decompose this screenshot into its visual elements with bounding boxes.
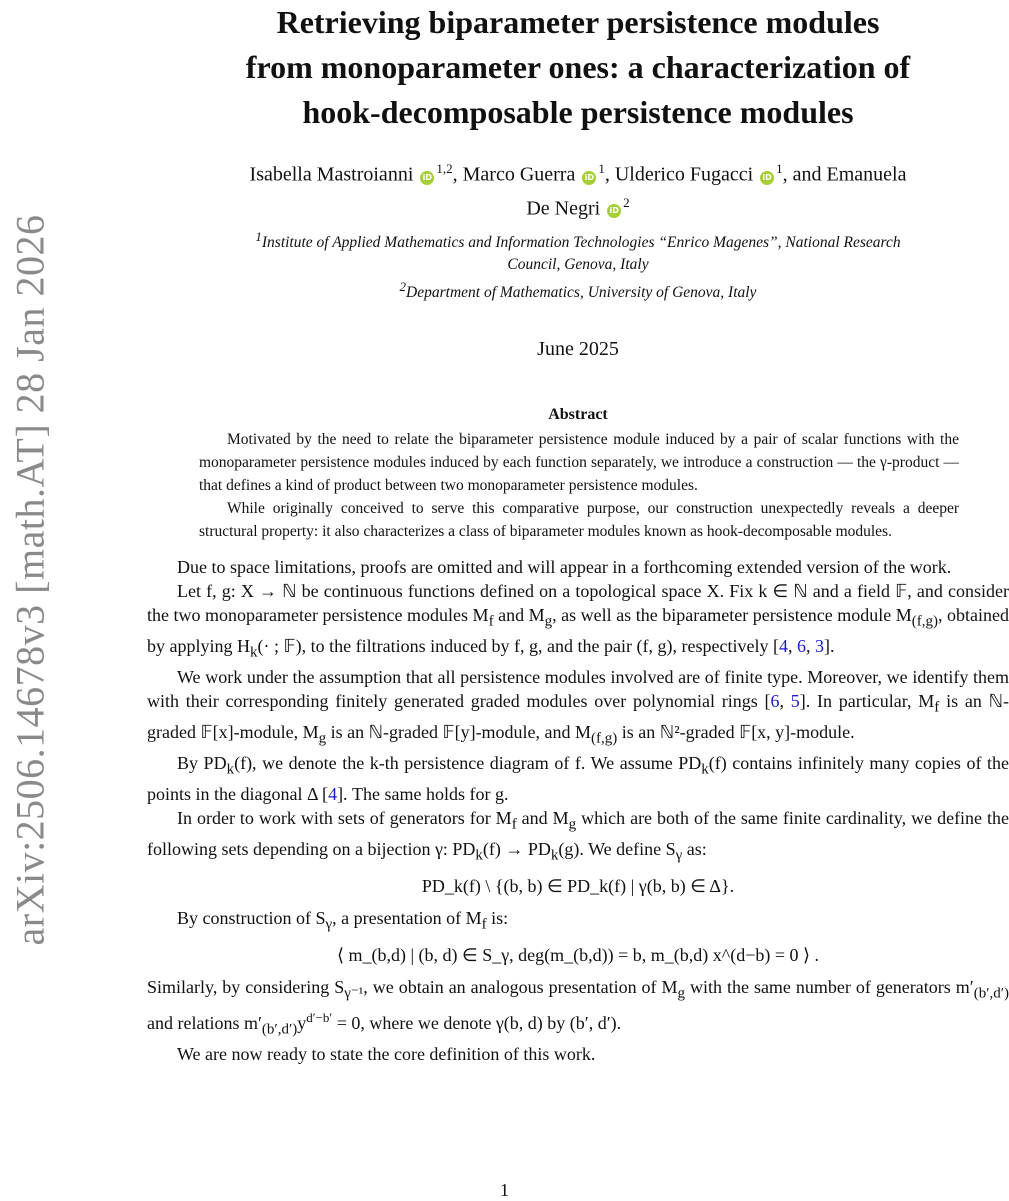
page-number: 1 [500,1180,509,1200]
citation-link[interactable]: 5 [790,691,800,712]
paragraph: By construction of $S_\gamma$, a presentation of $M_f$ is: [177,908,509,933]
author-affil-mark: 1,2 [436,161,453,176]
author-name: De Negri [526,197,601,220]
paragraph: Similarly, by considering $S_{\gamma^{-1}}$, we obtain an analogous presentation of $M_g$ with the same number of generators $m'_{(b',d')}$ and relations $m'_{(b',d')}y^{d'-b'} = 0$, where we denote γ(b, d) by (b′, d′). [147,976,1009,1038]
abstract-heading: Abstract [548,405,608,423]
paper-page [147,0,1009,1066]
affiliations [147,226,1009,304]
arxiv-identifier [0,0,60,960]
author-affil-mark: 2 [623,194,630,210]
arxiv-id-text: arXiv:2506.14678v3 [math.AT] 28 Jan 2026 [7,214,53,946]
author-name: and Emanuela [792,163,907,186]
citation-link[interactable]: 6 [770,691,780,712]
orcid-icon[interactable]: iD [760,171,774,185]
affiliation-1-cont: Council, Genova, Italy [507,256,649,274]
abstract [199,428,959,543]
abstract-paragraph: Motivated by the need to relate the biparameter persistence module induced by a pair of scalar functions with the monoparameter persistence modules induced by each function separately, we introduce a construction — the γ-product — that defines a kind of product between two monoparameter persistence modules. [199,430,959,494]
paragraph: We are now ready to state the core definition of this work. [177,1043,596,1064]
paragraph: We work under the assumption that all persistence modules involved are of finite type. Moreover, we identify them with their corresponding finitely generated graded modules over polynomial rings [6, 5]. In particular, $M_f$ is an ℕ-graded 𝔽[x]-module, $M_g$ is an ℕ-graded 𝔽[y]-module, and $M_{(f,g)}$ is an ℕ²-graded 𝔽[x, y]-module. [147,667,1009,747]
equation: ⟨ m_(b,d) | (b, d) ∈ S_γ, deg(m_(b,d)) = b, m_(b,d) x^(d−b) = 0 ⟩ . [336,944,820,965]
paragraph: In order to work with sets of generators for $M_f$ and $M_g$ which are both of the same finite cardinality, we define the following sets depending on a bijection γ: $PD_k(f) \to PD_k(g)$. We define $S_\gamma$ as: [147,808,1009,864]
citation-link[interactable]: 3 [814,636,824,657]
title-line: from monoparameter ones: a characterization of [245,49,911,85]
author-list: Isabella Mastroianni iD$^{1,2}$, Marco Guerra $iD^1$, Ulderico Fugacci $iD^1$, and Emanuela De Negri $iD^2$ [249,161,907,220]
author-affil-mark: 1 [776,161,783,176]
author-affil-mark: 1 [598,161,605,176]
author-name: Marco Guerra [462,163,576,186]
author-name: Isabella Mastroianni [249,163,414,186]
paper-date: June 2025 [537,337,619,360]
affiliation-2: Department of Mathematics, University of Genova, Italy [406,284,757,302]
citation-link[interactable]: 4 [328,783,338,804]
paragraph: Let f, g: X → ℕ be continuous functions defined on a topological space X. Fix k ∈ ℕ and a field 𝔽, and consider the two monoparameter persistence modules $M_f$ and $M_g$, as well as the biparameter persistence module $M_{(f,g)}$, obtained by applying $H_k(\cdot$ ; 𝔽), to the filtrations induced by f, g, and the pair (f, g), respectively [4, 6, 3]. [147,580,1009,661]
paper-title [147,0,1009,135]
abstract-paragraph: While originally conceived to serve this comparative purpose, our construction unexpectedly reveals a deeper structural property: it also characterizes a class of biparameter modules known as hook-decomposable modules. [199,499,959,540]
affil-mark: 1 [255,229,262,245]
affiliation-1: Institute of Applied Mathematics and Information Technologies “Enrico Magenes”, National Research [261,234,901,252]
paragraph: Due to space limitations, proofs are omitted and will appear in a forthcoming extended version of the work. [177,556,952,577]
title-line: hook-decomposable persistence modules [302,94,854,130]
orcid-icon[interactable]: iD [582,171,596,185]
body-text [147,555,1009,1066]
equation: PD_k(f) \ {(b, b) ∈ PD_k(f) | γ(b, b) ∈ Δ}. [421,876,735,897]
paragraph: By $PD_k(f)$, we denote the k-th persistence diagram of f. We assume $PD_k(f)$ contains infinitely many copies of the points in the diagonal Δ [4]. The same holds for g. [147,753,1009,804]
author-name: Ulderico Fugacci [614,163,754,186]
orcid-icon[interactable]: iD [420,171,434,185]
title-line: Retrieving biparameter persistence modules [276,4,880,40]
citation-link[interactable]: 6 [796,636,806,657]
orcid-icon[interactable]: iD [607,204,621,218]
citation-link[interactable]: 4 [778,636,788,657]
affil-mark: 2 [399,279,407,295]
